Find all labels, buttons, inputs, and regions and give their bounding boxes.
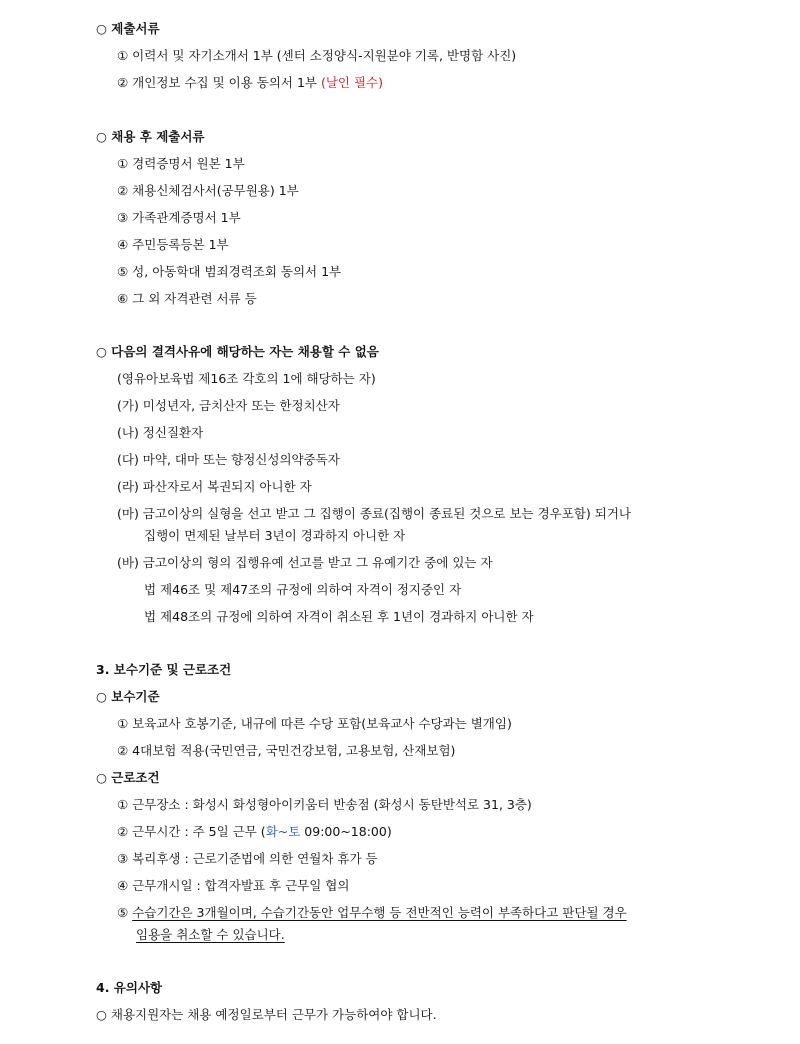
probation-notice: 수습기간은 3개월이며, 수습기간동안 업무수행 등 전반적인 능력이 부족하다고 판단될 경우 [132,905,627,920]
list-item [117,824,392,840]
required-seal-note: (날인 필수) [320,75,383,90]
list-item-text: 09:00~18:00) [300,824,392,839]
list-item: (바) 금고이상의 형의 집행유예 선고를 받고 그 유예기간 중에 있는 자 [117,555,493,570]
list-item-text: ② 근무시간 : 주 5일 근무 ( [117,824,266,839]
list-item: ① 이력서 및 자기소개서 1부 (센터 소정양식-지원분야 기록, 반명함 사진) [117,48,517,63]
list-item: ③ 복리후생 : 근로기준법에 의한 연월차 휴가 등 [117,851,378,866]
list-item: (영유아보육법 제16조 각호의 1에 해당하는 자) [117,371,376,386]
work-days-highlight: 화~토 [265,824,301,839]
probation-notice-continuation: 임용을 취소할 수 있습니다. [136,927,285,942]
list-item-text: ② 개인정보 수집 및 이용 동의서 1부 [117,75,321,90]
section-heading-pay-and-conditions: 3. 보수기준 및 근로조건 [96,662,232,677]
list-item [117,75,383,91]
list-item: ② 4대보험 적용(국민연금, 국민건강보험, 고용보험, 산재보험) [117,743,456,758]
list-item: ○ 채용지원자는 채용 예정일로부터 근무가 가능하여야 합니다. [96,1007,437,1022]
list-item: (가) 미성년자, 금치산자 또는 한정치산자 [117,398,340,413]
list-item: ④ 근무개시일 : 합격자발표 후 근무일 협의 [117,878,350,893]
list-item: (마) 금고이상의 실형을 선고 받고 그 집행이 종료(집행이 종료된 것으로 보는 경우포함) 되거나 [117,506,631,521]
list-item: ① 경력증명서 원본 1부 [117,156,245,171]
list-item: 법 제48조의 규정에 의하여 자격이 취소된 후 1년이 경과하지 아니한 자 [144,609,534,624]
subheading-conditions: ○ 근로조건 [96,770,160,785]
section-heading-documents: ○ 제출서류 [96,21,160,36]
list-item: (라) 파산자로서 복권되지 아니한 자 [117,479,312,494]
list-item: ① 보육교사 호봉기준, 내규에 따른 수당 포함(보육교사 수당과는 별개임) [117,716,512,731]
list-item: ③ 가족관계증명서 1부 [117,210,241,225]
list-item: 법 제46조 및 제47조의 규정에 의하여 자격이 정지중인 자 [144,582,462,597]
section-heading-post-hire-documents: ○ 채용 후 제출서류 [96,129,205,144]
list-item: ① 근무장소 : 화성시 화성형아이키움터 반송점 (화성시 동탄반석로 31, 3층) [117,797,532,812]
list-item: ⑥ 그 외 자격관련 서류 등 [117,291,257,306]
list-item: ④ 주민등록등본 1부 [117,237,229,252]
section-heading-disqualifications: ○ 다음의 결격사유에 해당하는 자는 채용할 수 없음 [96,344,379,359]
section-heading-notes: 4. 유의사항 [96,980,163,995]
list-item-continuation: 집행이 면제된 날부터 3년이 경과하지 아니한 자 [144,528,406,543]
subheading-pay: ○ 보수기준 [96,689,160,704]
list-item: (다) 마약, 대마 또는 향정신성의약중독자 [117,452,340,467]
list-item [117,905,627,921]
list-item-number: ⑤ [117,905,133,920]
list-item: ⑤ 성, 아동학대 범죄경력조회 동의서 1부 [117,264,342,279]
list-item: (나) 정신질환자 [117,425,204,440]
list-item: ② 채용신체검사서(공무원용) 1부 [117,183,299,198]
